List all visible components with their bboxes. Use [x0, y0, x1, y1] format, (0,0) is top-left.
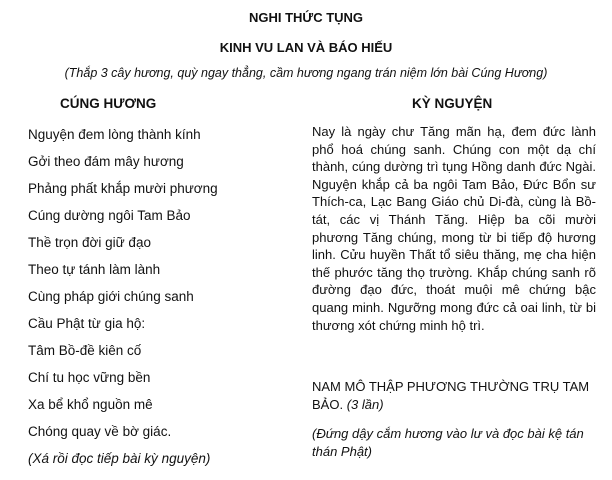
verse-line: Gởi theo đám mây hương — [28, 154, 184, 169]
opening-instruction: (Thắp 3 cây hương, quỳ ngay thẳng, cầm hương ngang trán niệm lớn bài Cúng Hương) — [64, 66, 548, 80]
verse-line: Chí tu học vững bền — [28, 370, 151, 385]
verse-line: Nguyện đem lòng thành kính — [28, 127, 201, 142]
verse-line: Thề trọn đời giữ đạo — [28, 235, 151, 250]
nam-mo-text: NAM MÔ THẬP PHƯƠNG THƯỜNG TRỤ TAM BẢO. — [312, 379, 590, 412]
cung-huong-note: (Xá rồi đọc tiếp bài kỳ nguyện) — [28, 451, 211, 466]
cung-huong-verses — [28, 121, 298, 445]
nam-mo-invocation — [312, 378, 596, 413]
verse-line: Chóng quay về bờ giác. — [28, 424, 172, 439]
closing-instruction: (Đứng dậy cắm hương vào lư và đọc bài kệ tán thán Phật) — [312, 426, 584, 459]
verse-line: Xa bể khổ nguồn mê — [28, 397, 153, 412]
cung-huong-heading: CÚNG HƯƠNG — [60, 96, 157, 111]
verse-line: Phảng phất khắp mười phương — [28, 181, 218, 196]
verse-line: Theo tự tánh làm lành — [28, 262, 161, 277]
verse-line: Cúng dường ngôi Tam Bảo — [28, 208, 191, 223]
document-title: NGHI THỨC TỤNG — [248, 10, 364, 25]
nam-mo-repeat: (3 lần) — [346, 396, 384, 412]
ky-nguyen-heading: KỲ NGUYỆN — [412, 96, 493, 111]
document-subtitle: KINH VU LAN VÀ BÁO HIẾU — [219, 40, 393, 55]
verse-line: Tâm Bồ-đề kiên cố — [28, 343, 142, 358]
ky-nguyen-paragraph: Nay là ngày chư Tăng mãn hạ, đem đức lành phổ hoá chúng sanh. Chúng con một dạ chí thành, cúng dường trì tụng Hồng danh đức Ngài. Nguyện khắp cả ba ngôi Tam Bảo, Đức Bổn sư Thích-ca, Lạc Bang Giáo chủ Di-đà, cùng là Bồ-tát, các vị Thánh Tăng. Hiệp ba cõi mười phương Tăng chúng, mong từ bi tiếp độ hương linh. Cửu huyền Thất tổ siêu thăng, mẹ cha hiện thế phước tăng thọ trường. Khắp chúng sanh rõ đường đạo đức, thoát muội mê chứng bậc quang minh. Ngưỡng mong đức cả oai linh, từ bi thương xót chứng minh hộ trì. — [312, 124, 596, 333]
verse-line: Cùng pháp giới chúng sanh — [28, 289, 194, 304]
verse-line: Cầu Phật từ gia hộ: — [28, 316, 146, 331]
